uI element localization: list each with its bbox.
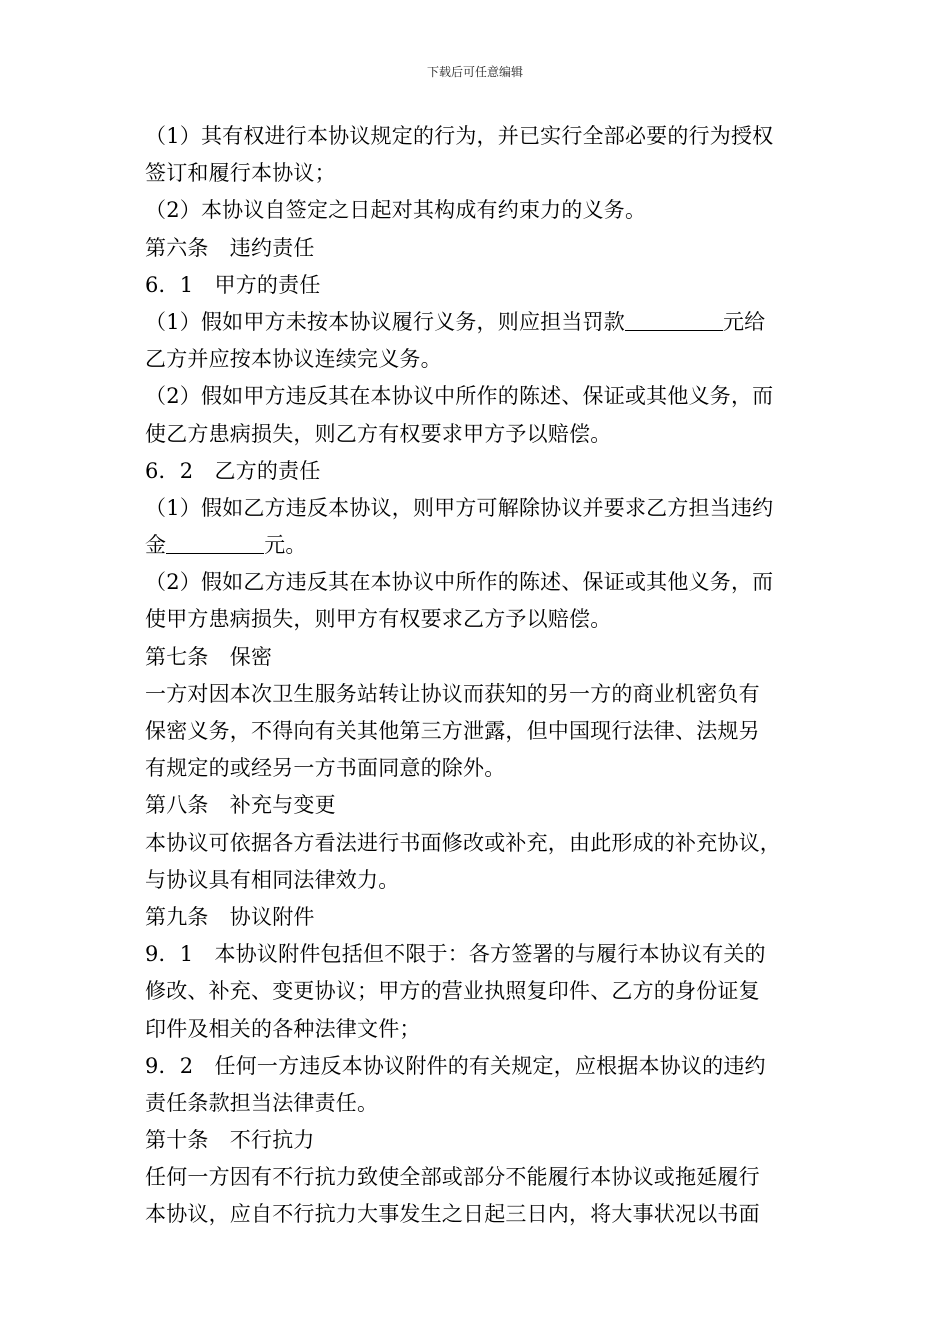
subsection-heading: 6．1 甲方的责任 — [145, 272, 321, 297]
text-before-blank: 金 — [145, 533, 167, 558]
paragraph-line: 使乙方患病损失，则乙方有权要求甲方予以赔偿。 — [145, 421, 612, 446]
section-heading: 第十条 不行抗力 — [145, 1128, 315, 1153]
paragraph-line: 一方对因本次卫生服务站转让协议而获知的另一方的商业机密负有 — [145, 681, 760, 706]
text-before-blank: （1）假如甲方未按本协议履行义务，则应担当罚款 — [145, 309, 625, 334]
paragraph-line: 有规定的或经另一方书面同意的除外。 — [145, 756, 506, 781]
paragraph-line: 印件及相关的各种法律文件； — [145, 1016, 421, 1041]
paragraph-line: 9．2 任何一方违反本协议附件的有关规定，应根据本协议的违约 — [145, 1053, 766, 1078]
paragraph-line: （2）本协议自签定之日起对其构成有约束力的义务。 — [145, 198, 647, 223]
section-heading: 第八条 补充与变更 — [145, 793, 336, 818]
text-after-blank: 元给 — [722, 309, 766, 334]
paragraph-line: 与协议具有相同法律效力。 — [145, 867, 400, 892]
subsection-heading: 6．2 乙方的责任 — [145, 458, 321, 483]
paragraph-line: （1）其有权进行本协议规定的行为，并已实行全部必要的行为授权 — [145, 124, 774, 148]
paragraph-line — [145, 304, 825, 341]
paragraph-line: （2）假如甲方违反其在本协议中所作的陈述、保证或其他义务，而 — [145, 384, 774, 409]
text-after-blank: 元。 — [264, 533, 307, 558]
document-body — [145, 118, 825, 1234]
paragraph-line: 使甲方患病损失，则甲方有权要求乙方予以赔偿。 — [145, 607, 612, 632]
page-header: 下载后可任意编辑 — [426, 65, 523, 79]
paragraph-line: （2）假如乙方违反其在本协议中所作的陈述、保证或其他义务，而 — [145, 570, 774, 595]
paragraph-line: 任何一方因有不行抗力致使全部或部分不能履行本协议或拖延履行 — [145, 1165, 760, 1190]
paragraph-line: 保密义务，不得向有关其他第三方泄露，但中国现行法律、法规另 — [145, 719, 760, 743]
section-heading: 第六条 违约责任 — [145, 235, 315, 260]
section-heading: 第七条 保密 — [145, 644, 273, 669]
paragraph-line: 签订和履行本协议； — [145, 161, 336, 186]
paragraph-line: 乙方并应按本协议连续完义务。 — [145, 347, 442, 372]
paragraph-line — [145, 527, 825, 564]
paragraph-line: 修改、补充、变更协议；甲方的营业执照复印件、乙方的身份证复 — [145, 979, 760, 1004]
paragraph-line: 本协议，应自不行抗力大事发生之日起三日内，将大事状况以书面 — [145, 1202, 760, 1227]
paragraph-line: （1）假如乙方违反本协议，则甲方可解除协议并要求乙方担当违约 — [145, 495, 774, 520]
paragraph-line: 责任条款担当法律责任。 — [145, 1090, 379, 1115]
fill-in-blank[interactable] — [625, 308, 723, 331]
fill-in-blank[interactable] — [166, 531, 264, 554]
paragraph-line: 本协议可依据各方看法进行书面修改或补充，由此形成的补充协议， — [145, 830, 781, 855]
paragraph-line: 9．1 本协议附件包括但不限于：各方签署的与履行本协议有关的 — [145, 942, 766, 967]
section-heading: 第九条 协议附件 — [145, 904, 315, 929]
